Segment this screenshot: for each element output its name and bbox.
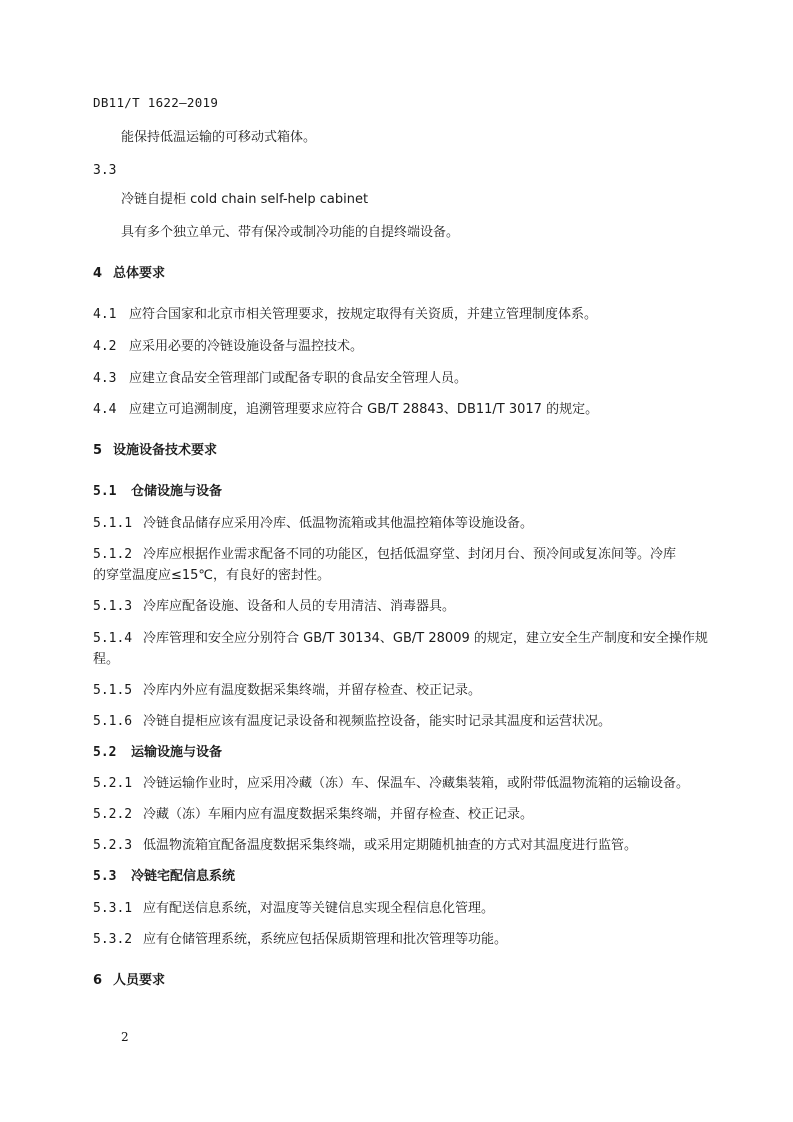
- term-title: [121, 191, 368, 209]
- clause-text: 冷库应配备设施、设备和人员的专用清洁、消毒器具。: [143, 599, 456, 614]
- clause-text: 冷链自提柜应该有温度记录设备和视频监控设备，能实时记录其温度和运营状况。: [143, 714, 612, 729]
- clause-number: 4.3: [93, 371, 117, 386]
- clause: [93, 900, 494, 918]
- clause-number: 4.4: [93, 402, 117, 417]
- clause-number: 5.1.4: [93, 631, 133, 646]
- clause: [93, 630, 708, 648]
- clause: [93, 546, 676, 564]
- term-definition: 具有多个独立单元、带有保冷或制冷功能的自提终端设备。: [121, 225, 460, 240]
- clause-text: 应有配送信息系统，对温度等关键信息实现全程信息化管理。: [143, 901, 495, 916]
- clause: [93, 931, 507, 949]
- clause-number: 5.3.1: [93, 901, 133, 916]
- clause: [93, 598, 455, 616]
- clause-text: 应建立可追溯制度，追溯管理要求应符合 GB/T 28843、DB11/T 3017 的规定。: [129, 402, 599, 417]
- clause: [93, 806, 533, 824]
- clause-number: 5.1.1: [93, 516, 133, 531]
- clause-text: 冷链食品储存应采用冷库、低温物流箱或其他温控箱体等设施设备。: [143, 516, 534, 531]
- clause-number: 4.1: [93, 307, 117, 322]
- section-number: 6: [93, 973, 103, 988]
- clause-number: 5.1.5: [93, 683, 133, 698]
- clause: [93, 775, 689, 793]
- page-number: 2: [121, 1030, 129, 1044]
- section-heading: [93, 442, 217, 460]
- clause-text: 冷藏（冻）车厢内应有温度数据采集终端，并留存检查、校正记录。: [143, 807, 534, 822]
- section-title: 总体要求: [113, 266, 166, 281]
- clause: [93, 338, 363, 356]
- clause: [93, 370, 467, 388]
- clause: [93, 515, 533, 533]
- clause-number: 5.1.3: [93, 599, 133, 614]
- clause-number: 5.1.2: [93, 547, 133, 562]
- clause-text: 冷库内外应有温度数据采集终端，并留存检查、校正记录。: [143, 683, 482, 698]
- clause-number: 5.2.2: [93, 807, 133, 822]
- clause: [93, 682, 481, 700]
- subsection-number: 5.1: [93, 484, 117, 499]
- clause-number: 5.2.3: [93, 838, 133, 853]
- section-title: 人员要求: [113, 973, 166, 988]
- clause-continuation: 的穿堂温度应≤15℃，有良好的密封性。: [93, 568, 331, 583]
- subsection-number: 5.2: [93, 745, 117, 760]
- section-number: 4: [93, 266, 103, 281]
- clause: [93, 713, 611, 731]
- clause-text: 应采用必要的冷链设施设备与温控技术。: [129, 339, 364, 354]
- subsection-title: 运输设施与设备: [131, 745, 223, 760]
- clause: [93, 401, 598, 419]
- section-title: 设施设备技术要求: [113, 443, 218, 458]
- clause-text: 冷库管理和安全应分别符合 GB/T 30134、GB/T 28009 的规定，建立安全生产制度和安全操作规: [143, 631, 708, 646]
- section-number: 5: [93, 443, 103, 458]
- clause-number: 4.2: [93, 339, 117, 354]
- clause-text: 冷链运输作业时，应采用冷藏（冻）车、保温车、冷藏集装箱，或附带低温物流箱的运输设备。: [143, 776, 690, 791]
- clause-number: 5.1.6: [93, 714, 133, 729]
- clause-text: 应符合国家和北京市相关管理要求，按规定取得有关资质，并建立管理制度体系。: [129, 307, 598, 322]
- subsection-heading: [93, 744, 222, 762]
- term-number: 3.3: [93, 163, 117, 178]
- section-heading: [93, 265, 165, 283]
- clause-text: 低温物流箱宜配备温度数据采集终端，或采用定期随机抽查的方式对其温度进行监管。: [143, 838, 638, 853]
- document-id-header: DB11/T 1622—2019: [93, 95, 219, 110]
- clause-continuation: 程。: [93, 652, 120, 667]
- clause: [93, 306, 597, 324]
- subsection-heading: [93, 483, 222, 501]
- section-heading: [93, 972, 165, 990]
- clause-number: 5.3.2: [93, 932, 133, 947]
- subsection-heading: [93, 868, 235, 886]
- clause-text: 应建立食品安全管理部门或配备专职的食品安全管理人员。: [129, 371, 468, 386]
- paragraph-continuation: 能保持低温运输的可移动式箱体。: [121, 130, 317, 145]
- clause-number: 5.2.1: [93, 776, 133, 791]
- term-title-text: 冷链自提柜 cold chain self-help cabinet: [121, 192, 369, 207]
- clause-text: 应有仓储管理系统，系统应包括保质期管理和批次管理等功能。: [143, 932, 508, 947]
- clause: [93, 837, 637, 855]
- subsection-title: 冷链宅配信息系统: [131, 869, 236, 884]
- subsection-number: 5.3: [93, 869, 117, 884]
- subsection-title: 仓储设施与设备: [131, 484, 223, 499]
- clause-text: 冷库应根据作业需求配备不同的功能区，包括低温穿堂、封闭月台、预冷间或复冻间等。冷库: [143, 547, 677, 562]
